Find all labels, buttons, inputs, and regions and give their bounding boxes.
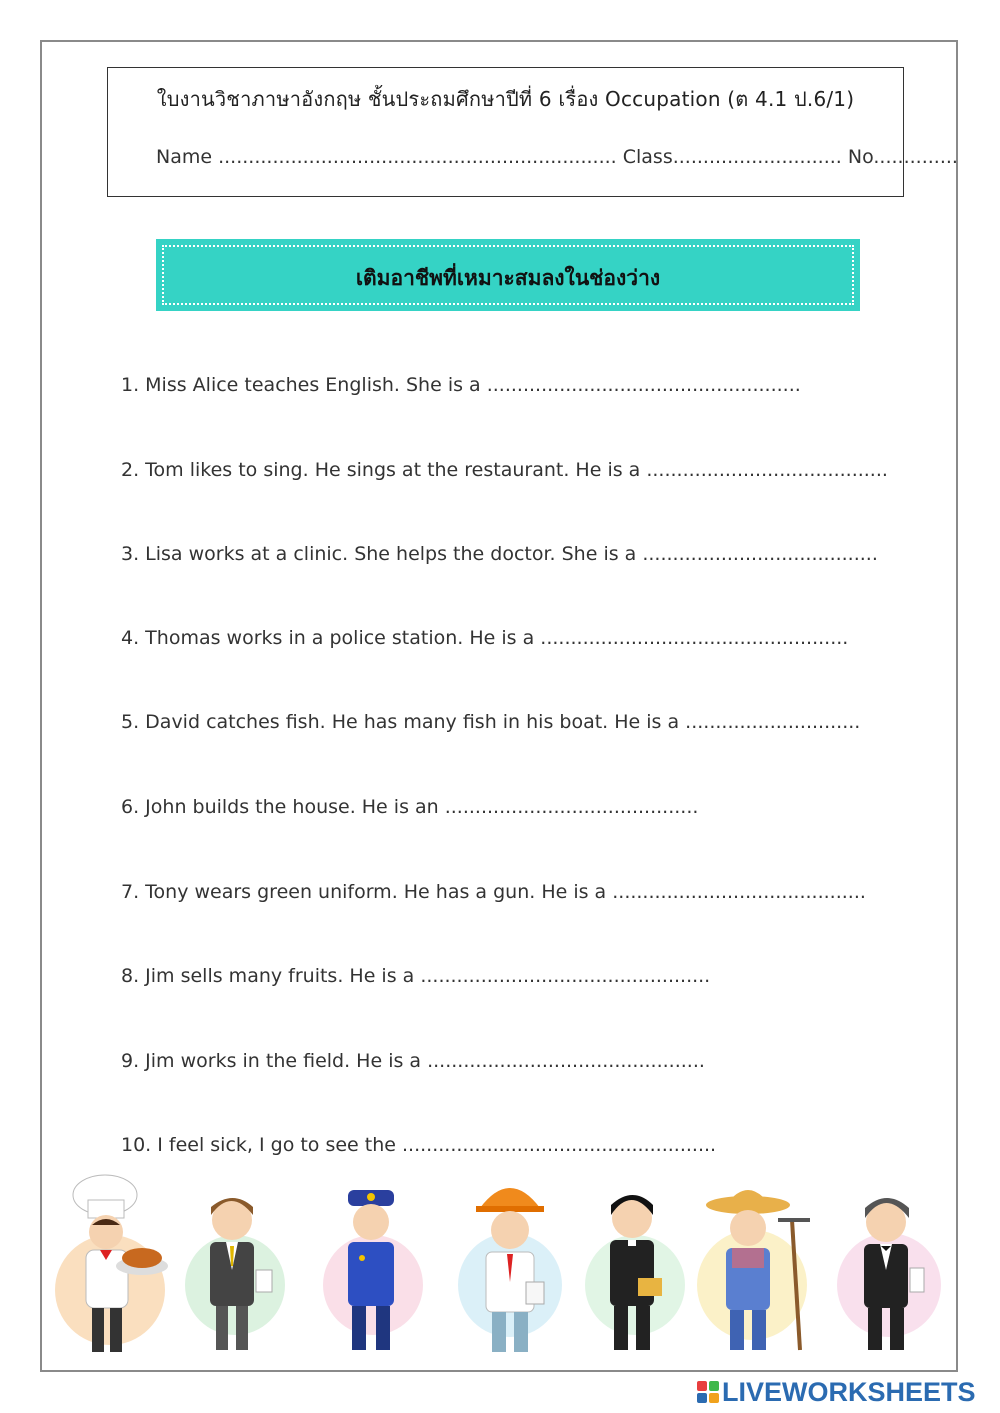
header-box xyxy=(107,67,958,197)
police-officer-illustration xyxy=(318,1170,428,1370)
question-6[interactable]: 6. John builds the house. He is an .......................................... xyxy=(121,796,699,818)
student-info-fields: Name .................................................................. Class............................ No.............. xyxy=(156,146,958,168)
chef-illustration xyxy=(50,1170,175,1370)
question-5[interactable]: 5. David catches fish. He has many fish in his boat. He is a ............................. xyxy=(121,711,861,733)
occupation-illustrations xyxy=(50,1170,950,1370)
question-10[interactable]: 10. I feel sick, I go to see the .................................................... xyxy=(121,1134,717,1156)
brand-text: LIVEWORKSHEETS xyxy=(722,1376,976,1407)
instruction-text: เติมอาชีพที่เหมาะสมลงในช่องว่าง xyxy=(355,266,661,290)
question-3[interactable]: 3. Lisa works at a clinic. She helps the doctor. She is a ....................................... xyxy=(121,543,878,565)
question-1[interactable]: 1. Miss Alice teaches English. She is a .................................................... xyxy=(121,374,801,396)
question-9[interactable]: 9. Jim works in the field. He is a .............................................. xyxy=(121,1050,705,1072)
farmer-illustration xyxy=(692,1170,822,1370)
worksheet-title: ใบงานวิชาภาษาอังกฤษ ชั้นประถมศึกษาปีที่ 6 เรื่อง Occupation (ต 4.1 ป.6/1) xyxy=(156,87,855,111)
businessman-illustration xyxy=(180,1170,290,1370)
instruction-banner xyxy=(156,239,860,311)
liveworksheets-mark-icon xyxy=(697,1381,719,1403)
question-4[interactable]: 4. Thomas works in a police station. He is a ................................................... xyxy=(121,627,849,649)
question-8[interactable]: 8. Jim sells many fruits. He is a ................................................ xyxy=(121,965,711,987)
question-2[interactable]: 2. Tom likes to sing. He sings at the restaurant. He is a ........................................ xyxy=(121,459,888,481)
question-7[interactable]: 7. Tony wears green uniform. He has a gun. He is a .......................................... xyxy=(121,881,866,903)
waiter-illustration xyxy=(832,1170,947,1370)
liveworksheets-logo xyxy=(697,1378,976,1406)
engineer-illustration xyxy=(450,1170,570,1370)
priest-illustration xyxy=(580,1170,690,1370)
